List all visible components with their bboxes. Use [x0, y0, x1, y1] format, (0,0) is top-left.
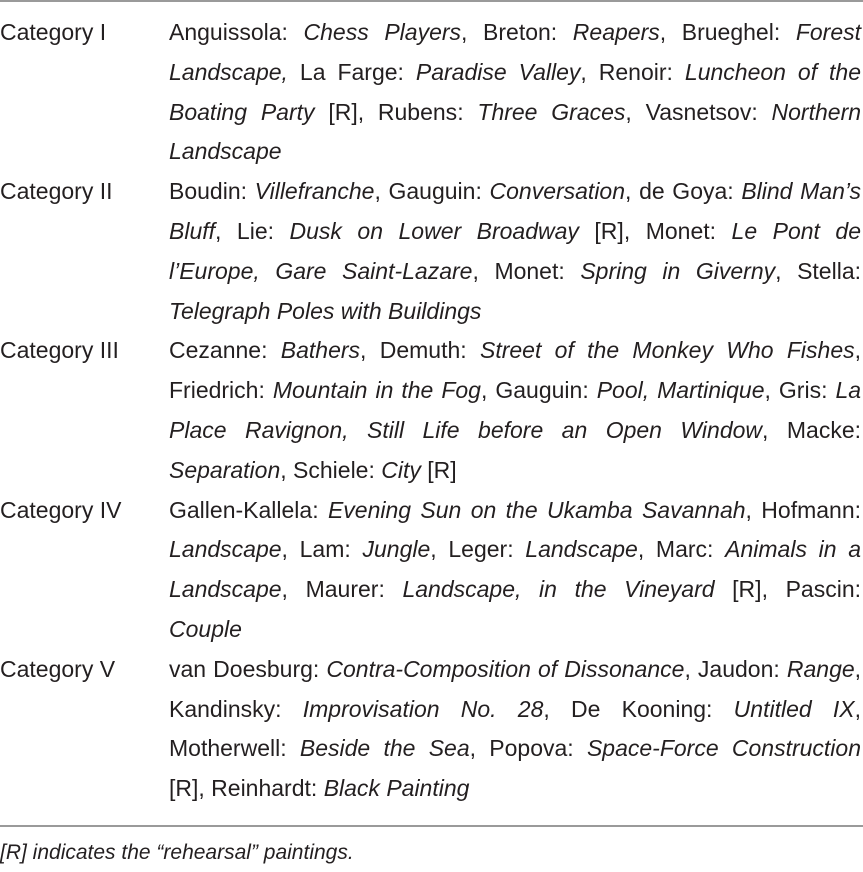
painting-title: Space-Force Construction [586, 735, 861, 762]
category-label: Category III [0, 337, 119, 364]
artist-name: Monet [494, 257, 559, 284]
table-row-category-5 [0, 650, 863, 809]
painting-title: Range [786, 655, 855, 682]
painting-title: Mountain in the Fog [272, 377, 481, 404]
painting-title: Paradise Valley [415, 58, 581, 85]
artist-name: Monet [645, 217, 710, 244]
table-bottom-rule [0, 825, 863, 827]
painting-title: Three Graces [477, 98, 626, 125]
table-row-category-2 [0, 172, 863, 331]
artist-name: Leger [448, 536, 508, 563]
artist-name: Rubens [377, 98, 458, 125]
painting-title: City [381, 456, 421, 483]
rehearsal-marker: [R] [594, 217, 624, 244]
painting-title: Reapers [572, 19, 660, 45]
artist-name: Gallen-Kallela [169, 496, 313, 523]
category-label: Category I [0, 19, 107, 45]
table-row-category-4 [0, 491, 863, 650]
painting-list: Gallen-Kallela: Evening Sun on the Ukamba Savannah, Hofmann: Landscape, Lam: Jungle, Leger: Landscape, Marc: Animals in a Landscape, Maurer: Landscape, in the Vineyard [R], Pascin: Couple [169, 496, 862, 642]
painting-title: Landscape [169, 536, 282, 563]
painting-title: Villefranche [254, 178, 375, 205]
painting-list: Boudin: Villefranche, Gauguin: Conversation, de Goya: Blind Man’s Bluff, Lie: Dusk on Lower Broadway [R], Monet: Le Pont de l’Europe, Gare Saint-Lazare, Monet: Spring in Giverny, Stella: Telegraph Poles with Buildings [169, 178, 862, 324]
painting-list: van Doesburg: Contra-Composition of Dissonance, Jaudon: Range, Kandinsky: Improvisation No. 28, De Kooning: Untitled IX, Motherwell: Beside the Sea, Popova: Space-Force Construction [R], Reinhardt: Black Painting [169, 655, 862, 802]
artist-name: Stella [797, 257, 855, 284]
artist-name: Gris [778, 377, 822, 404]
painting-title: Untitled IX [733, 695, 855, 722]
artist-name: Lie [236, 217, 268, 244]
painting-list: Anguissola: Chess Players, Breton: Reapers, Brueghel: Forest Landscape, La Farge: Paradise Valley, Renoir: Luncheon of the Boating Party [R], Rubens: Three Graces, Vasnetsov: Northern Landscape [169, 19, 862, 165]
artist-name: Lam [299, 536, 345, 563]
artist-name: Schiele [293, 456, 369, 483]
painting-title: Evening Sun on the Ukamba Savannah [327, 496, 746, 523]
painting-title: Beside the Sea [299, 735, 470, 762]
artist-name: Gauguin [388, 178, 476, 205]
rehearsal-marker: [R] [732, 576, 762, 603]
artist-name: Breton [483, 19, 551, 45]
painting-title: Spring in Giverny [580, 257, 776, 284]
rehearsal-marker: [R] [427, 456, 457, 483]
artist-name: Renoir [598, 58, 667, 85]
painting-title: Northern Landscape [169, 98, 862, 165]
painting-category-table [0, 13, 863, 809]
painting-title: Blind Man’s Bluff [169, 178, 862, 244]
artist-name: van Doesburg [169, 655, 313, 682]
painting-title: Jungle [362, 536, 431, 563]
rehearsal-marker: [R] [169, 775, 199, 802]
artist-name: Demuth [379, 337, 461, 364]
artist-name: Jaudon [697, 655, 774, 682]
artist-name: Reinhardt [211, 775, 311, 802]
artist-name: Boudin [169, 178, 241, 205]
category-label: Category II [0, 178, 113, 205]
rehearsal-marker: [R] [328, 98, 358, 125]
artist-name: Gauguin [495, 377, 583, 404]
artist-name: Popova [489, 735, 568, 762]
painting-title: Conversation [489, 178, 626, 205]
painting-title: Couple [169, 615, 242, 642]
painting-title: Improvisation No. 28 [302, 695, 544, 722]
table-row-category-3 [0, 331, 863, 490]
painting-title: Landscape, in the Vineyard [402, 576, 715, 603]
artist-name: De Kooning [571, 695, 707, 722]
painting-title: Pool, Martinique [596, 377, 765, 404]
painting-title: Forest Landscape, [169, 19, 861, 85]
table-top-rule [0, 0, 863, 2]
category-label: Category IV [0, 496, 122, 523]
painting-title: Dusk on Lower Broadway [289, 217, 579, 244]
artist-name: Macke [786, 416, 855, 443]
artist-name: Pascin [785, 576, 855, 603]
artist-name: Motherwell [169, 735, 281, 762]
painting-title: Luncheon of the Boating Party [169, 58, 862, 125]
painting-title: Contra-Composition of Dissonance [326, 655, 685, 682]
painting-title: Chess Players [303, 19, 462, 45]
artist-name: Brueghel [681, 19, 774, 45]
artist-name: Kandinsky [169, 695, 276, 722]
painting-title: Telegraph Poles with Buildings [169, 297, 482, 324]
artist-name: Hofmann [761, 496, 855, 523]
table-row-category-1 [0, 13, 863, 172]
painting-title: Street of the Monkey Who Fishes [480, 337, 855, 364]
painting-title: La Place Ravignon, Still Life before an Open Window [169, 377, 862, 443]
painting-list: Cezanne: Bathers, Demuth: Street of the Monkey Who Fishes, Friedrich: Mountain in the Fog, Gauguin: Pool, Martinique, Gris: La Place Ravignon, Still Life before an Open Window, Macke: Separation, Schiele: City [R] [169, 337, 862, 483]
artist-name: Anguissola [169, 19, 282, 45]
artist-name: Friedrich [169, 377, 259, 404]
painting-title: Animals in a Landscape [169, 536, 862, 603]
table-footnote: [R] indicates the “rehearsal” paintings. [0, 841, 354, 864]
painting-title: Separation [169, 456, 281, 483]
category-label: Category V [0, 655, 116, 682]
painting-title: Black Painting [323, 775, 470, 802]
artist-name: Maurer [305, 576, 379, 603]
artist-name: Marc [655, 536, 708, 563]
painting-title: Le Pont de l’Europe, Gare Saint-Lazare [169, 217, 862, 284]
artist-name: La Farge [299, 58, 398, 85]
artist-name: Cezanne [169, 337, 262, 364]
painting-title: Bathers [280, 337, 361, 364]
artist-name: de Goya [639, 178, 728, 205]
painting-title: Landscape [525, 536, 638, 563]
artist-name: Vasnetsov [645, 98, 752, 125]
